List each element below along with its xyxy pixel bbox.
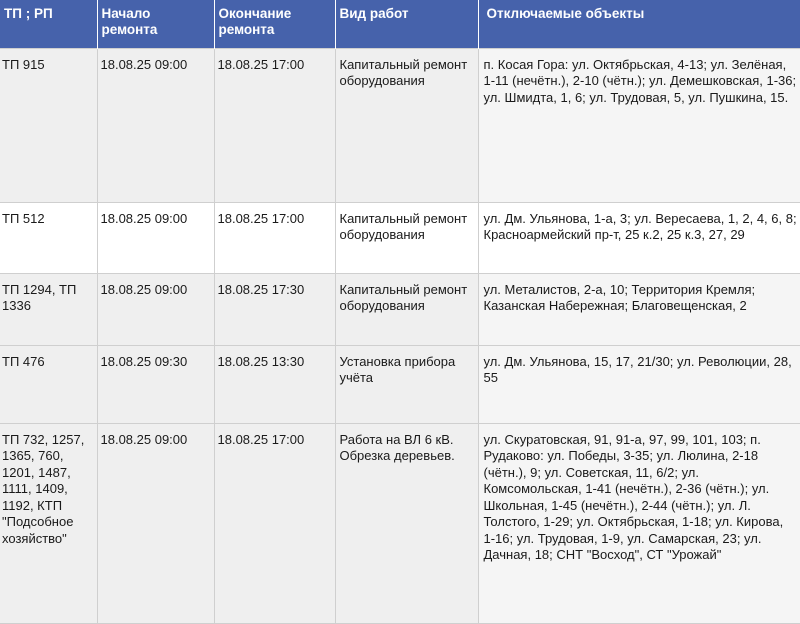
cell-work-type: Установка прибора учёта: [335, 345, 478, 423]
header-work-type: Вид работ: [335, 0, 478, 48]
cell-tp: ТП 732, 1257, 1365, 760, 1201, 1487, 1111, 1409, 1192, КТП "Подсобное хозяйство": [0, 423, 97, 623]
header-tp: ТП ; РП: [0, 0, 97, 48]
cell-work-type: Капитальный ремонт оборудования: [335, 48, 478, 202]
header-row: [0, 0, 800, 48]
cell-start: 18.08.25 09:30: [97, 345, 214, 423]
cell-objects: ул. Скуратовская, 91, 91-а, 97, 99, 101, 103; п. Рудаково: ул. Победы, 3-35; ул. Люлина, 2-18 (чётн.), 9; ул. Советская, 11, 6/2; ул. Комсомольская, 1-41 (нечётн.), 2-36 (чётн.); ул. Школьная, 1-45 (нечётн.), 2-44 (чётн.); ул. Л. Толстого, 1-29; ул. Октябрьская, 1-18; ул. Кирова, 1-16; ул. Трудовая, 1-9, ул. Самарская, 23; ул. Дачная, 18; СНТ "Восход", СТ "Урожай": [478, 423, 800, 623]
cell-end: 18.08.25 17:00: [214, 48, 335, 202]
table-header: [0, 0, 800, 48]
cell-end: 18.08.25 17:00: [214, 202, 335, 273]
cell-end: 18.08.25 17:00: [214, 423, 335, 623]
table-row: [0, 48, 800, 202]
cell-objects: ул. Металистов, 2-а, 10; Территория Кремля; Казанская Набережная; Благовещенская, 2: [478, 273, 800, 345]
cell-start: 18.08.25 09:00: [97, 202, 214, 273]
table-row: [0, 345, 800, 423]
cell-end: 18.08.25 17:30: [214, 273, 335, 345]
cell-work-type: Капитальный ремонт оборудования: [335, 273, 478, 345]
cell-objects: ул. Дм. Ульянова, 15, 17, 21/30; ул. Революции, 28, 55: [478, 345, 800, 423]
cell-tp: ТП 1294, ТП 1336: [0, 273, 97, 345]
cell-start: 18.08.25 09:00: [97, 423, 214, 623]
cell-start: 18.08.25 09:00: [97, 273, 214, 345]
cell-tp: ТП 476: [0, 345, 97, 423]
cell-work-type: Работа на ВЛ 6 кВ. Обрезка деревьев.: [335, 423, 478, 623]
header-end: Окончание ремонта: [214, 0, 335, 48]
header-start: Начало ремонта: [97, 0, 214, 48]
table-body: [0, 48, 800, 623]
cell-objects: ул. Дм. Ульянова, 1-а, 3; ул. Вересаева, 1, 2, 4, 6, 8; Красноармейский пр-т, 25 к.2, 25 к.3, 27, 29: [478, 202, 800, 273]
cell-tp: ТП 512: [0, 202, 97, 273]
table-row: [0, 423, 800, 623]
header-objects: Отключаемые объекты: [478, 0, 800, 48]
cell-objects: п. Косая Гора: ул. Октябрьская, 4-13; ул. Зелёная, 1-11 (нечётн.), 2-10 (чётн.); ул. Демешковская, 1-36; ул. Шмидта, 1, 6; ул. Трудовая, 5, ул. Пушкина, 15.: [478, 48, 800, 202]
cell-work-type: Капитальный ремонт оборудования: [335, 202, 478, 273]
table-row: [0, 273, 800, 345]
cell-start: 18.08.25 09:00: [97, 48, 214, 202]
table-row: [0, 202, 800, 273]
cell-tp: ТП 915: [0, 48, 97, 202]
cell-end: 18.08.25 13:30: [214, 345, 335, 423]
